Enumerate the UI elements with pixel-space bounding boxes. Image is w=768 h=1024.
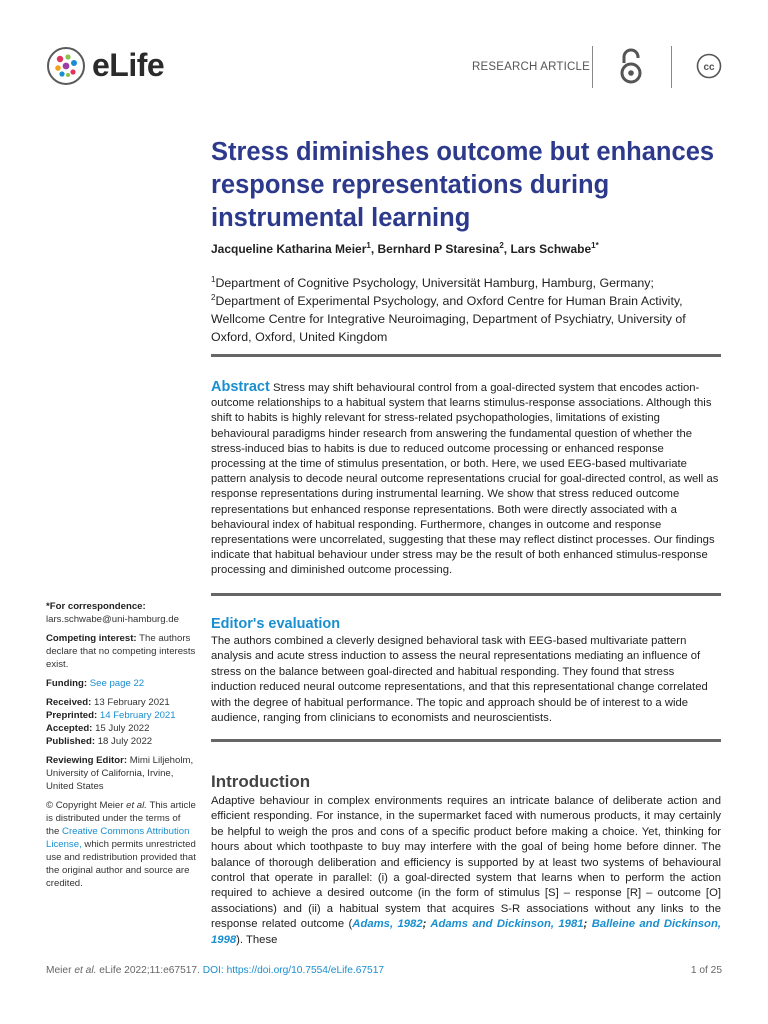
dates-block: Received: 13 February 2021 Preprinted: 14 February 2021 Accepted: 15 July 2022 Published: 18 July 2022 [46, 697, 176, 747]
doi-link[interactable]: https://doi.org/10.7554/eLife.67517 [226, 965, 385, 976]
correspondence-email[interactable]: lars.schwabe@uni-hamburg.de [46, 614, 179, 625]
creative-commons-icon [696, 53, 722, 79]
header-divider [592, 46, 593, 88]
abstract-label: Abstract [211, 379, 270, 395]
citation-link[interactable]: Adams and Dickinson, 1981 [430, 918, 584, 931]
author-list: Jacqueline Katharina Meier$^1$, Bernhard P Staresina$^2$, Lars Schwabe$^{1*}$ [211, 241, 599, 256]
affiliations: $^1$Department of Cognitive Psychology, Universität Hamburg, Hamburg, Germany; $^2$Department of Experimental Psychology, and Oxford Centre for Human Brain Activity, Wellcome Centre for Integrative Neuroimaging, Department of Psychiatry, University of Oxford, Oxford, United Kingdom [211, 274, 686, 344]
author-name[interactable]: Bernhard P Staresina [377, 242, 500, 256]
header-divider [671, 46, 672, 88]
editors-evaluation-text: The authors combined a cleverly designed behavioral task with EEG-based multivariate pattern analysis and acute stress induction to assess the neural representations mediating an influence of stress on the balance between goal-directed and habitual responding. They found that stress induction reduced neural outcome representations, and that this representational change correlated with the degree of habitual performance. The topic and approach should be of interest to a wide audience, ranging from clinicians to economists and neuroscientists. [211, 635, 708, 725]
section-divider [211, 739, 721, 742]
editors-evaluation-title: Editor's evaluation [211, 616, 341, 632]
author-affiliation-sup: 1 [366, 241, 371, 250]
abstract-text: Stress may shift behavioural control from a goal-directed system that encodes action-outcome relationships to a habitual system that learns stimulus-response associations. Although this shift to habits is highly relevant for stress-related psychopathologies, limitations of existing behavioural paradigms hinder research from answering the fundamental question of whether the stress-induced bias to habits is due to reduced outcome processing or enhanced response processing at the time of stimulus presentation, or both. Here, we used EEG-based multivariate pattern analysis to decode neural outcome representations crucial for goal-directed control, as well as response representations during instrumental learning. We show that stress reduced outcome representations but enhanced response representations. Both were directly associated with a behavioural index of habitual responding. Furthermore, changes in outcome and response representations were uncorrelated, suggesting that these may reflect distinct processes. Our findings indicate that habitual behaviour under stress may be the result of both enhanced stimulus-response processing and diminished outcome processing. [211, 382, 719, 577]
preprinted-link[interactable]: 14 February 2021 [99, 710, 176, 721]
section-divider [211, 354, 721, 357]
elife-logo-text: eLife [92, 47, 165, 83]
citation-link[interactable]: Balleine and Dickinson, 1998 [211, 918, 721, 946]
article-type-label: RESEARCH ARTICLE [472, 61, 591, 73]
affiliation-text: Department of Cognitive Psychology, Universität Hamburg, Hamburg, Germany; [215, 276, 654, 290]
page-number: 1 of 25 [690, 965, 722, 976]
introduction-text: Adaptive behaviour in complex environments requires an intricate balance of deliberate action and efficient responding. For instance, in the supermarket faced with numerous products, it may certainly be helpful to weigh the pros and cons of a specific product before making a choice. Yet, thinking for hours about which toothpaste to buy may interfere with the goal of being home before dinner. The balance of thorough deliberation and efficiency is supported by at least two systems of behavioural control that operate in parallel: (i) a goal-directed system that learns when to perform the action required to achieve a desired outcome (in the form of stimulus [S] – response [R] – outcome [O] associations) and (ii) a habitual system that acquires S-R associations without any links to the response related outcome (Adams, 1982; Adams and Dickinson, 1981; Balleine and Dickinson, 1998). These [211, 795, 721, 946]
license-link[interactable]: Creative Commons Attribution License, [46, 826, 190, 850]
author-affiliation-sup: 2 [499, 241, 504, 250]
funding-link[interactable]: See page 22 [89, 678, 145, 689]
citation-link[interactable]: Adams, 1982 [352, 918, 423, 931]
correspondence-block: *For correspondence: lars.schwabe@uni-hamburg.de [46, 601, 179, 625]
received-date: 13 February 2021 [94, 697, 170, 708]
competing-interest-block: Competing interest: The authors declare that no competing interests exist. [46, 633, 196, 670]
open-access-icon [616, 46, 646, 86]
affiliation-text: Department of Experimental Psychology, and Oxford Centre for Human Brain Activity, Wellcome Centre for Integrative Neuroimaging, Department of Psychiatry, University of Oxford, Oxford, United Kingdom [211, 294, 686, 344]
funding-block: Funding: See page 22 [46, 678, 145, 689]
copyright-block: © Copyright Meier et al. This article is distributed under the terms of the Creative Commons Attribution License, which permits unrestricted use and redistribution provided that the original author and source are credited. [46, 800, 196, 889]
published-date: 18 July 2022 [97, 736, 153, 747]
author-affiliation-sup: 1* [591, 241, 599, 250]
section-divider [211, 593, 721, 596]
article-title: Stress diminishes outcome but enhances response representations during instrumental learning [211, 138, 715, 232]
author-name[interactable]: Lars Schwabe [510, 242, 592, 256]
abstract [211, 380, 721, 579]
author-name[interactable]: Jacqueline Katharina Meier [211, 242, 367, 256]
cc-label: cc [703, 62, 715, 73]
accepted-date: 15 July 2022 [95, 723, 150, 734]
reviewing-editor-block: Reviewing Editor: Mimi Liljeholm, University of California, Irvine, United States [46, 755, 194, 792]
elife-logo-icon [46, 46, 86, 86]
introduction-heading: Introduction [211, 772, 311, 791]
article-info-sidebar [46, 600, 196, 896]
page-footer: Meier et al. eLife 2022;11:e67517. DOI: https://doi.org/10.7554/eLife.67517 1 of 25 [46, 965, 722, 976]
